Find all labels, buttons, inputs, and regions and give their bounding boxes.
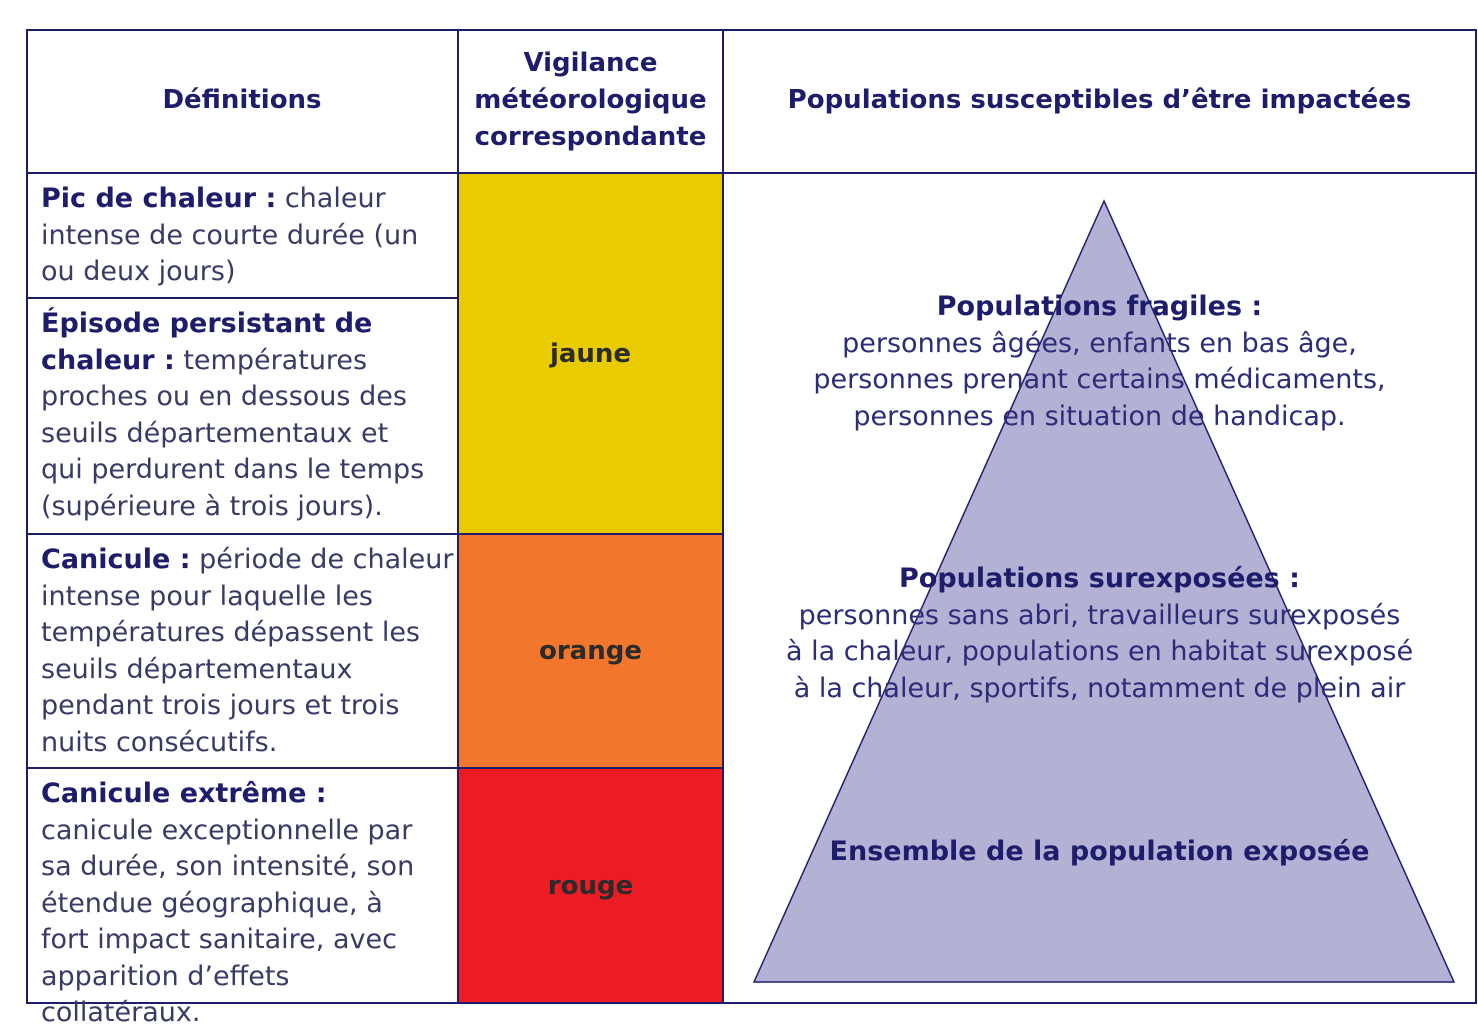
definition-term: Épisode persistant de chaleur : — [41, 308, 373, 376]
definition-term: Canicule extrême : — [41, 778, 327, 809]
vigilance-orange-label: orange — [539, 636, 642, 666]
header-populations: Populations susceptibles d’être impactées — [787, 85, 1412, 115]
tier-line: personnes prenant certains médicaments, — [813, 364, 1386, 395]
header-definitions: Définitions — [162, 85, 322, 115]
definition-text: période de chaleur intense pour laquelle les températures dépassent les seuils départementaux pendant trois jours et trois nuits consécutifs. — [41, 544, 454, 758]
vigilance-jaune-label: jaune — [549, 338, 632, 369]
definition-episode-persistant — [27, 298, 437, 533]
definition-pic-de-chaleur — [27, 173, 452, 297]
header-vigilance-line-2: météorologique — [474, 85, 707, 115]
tier-populations-surexposees — [723, 561, 1476, 707]
definition-text: températures proches ou en dessous des seuils départementaux et qui perdurent dans le temps (supérieure à trois jours). — [41, 344, 425, 522]
tier-line: à la chaleur, populations en habitat surexposé — [785, 636, 1414, 667]
definition-canicule — [27, 534, 455, 767]
header-vigilance-line-3: correspondante — [474, 122, 707, 152]
header-vigilance — [458, 29, 723, 172]
definition-canicule-extreme — [27, 768, 439, 1028]
definition-term: Canicule : — [41, 544, 191, 575]
header-vigilance-line-1: Vigilance — [523, 48, 658, 78]
tier-line: personnes âgées, enfants en bas âge, — [842, 327, 1357, 359]
tier-title: Populations surexposées : — [899, 563, 1300, 594]
tier-populations-fragiles — [723, 289, 1476, 435]
vigilance-rouge-label: rouge — [547, 870, 634, 901]
tier-line: personnes en situation de handicap. — [853, 400, 1346, 432]
tier-title: Populations fragiles : — [936, 291, 1263, 322]
tier-line: personnes sans abri, travailleurs surexposés — [798, 599, 1401, 631]
definition-term: Pic de chaleur : — [41, 183, 277, 214]
definition-text: chaleur intense de courte durée (un ou deux jours) — [41, 183, 419, 287]
tier-title: Ensemble de la population exposée — [829, 836, 1370, 867]
tier-line: à la chaleur, sportifs, notamment de plein air — [793, 672, 1406, 704]
definition-text: canicule exceptionnelle par sa durée, son intensité, son étendue géographique, à fort impact sanitaire, avec apparition d’effets collatéraux. — [41, 814, 415, 1028]
tier-ensemble-population — [723, 834, 1476, 871]
